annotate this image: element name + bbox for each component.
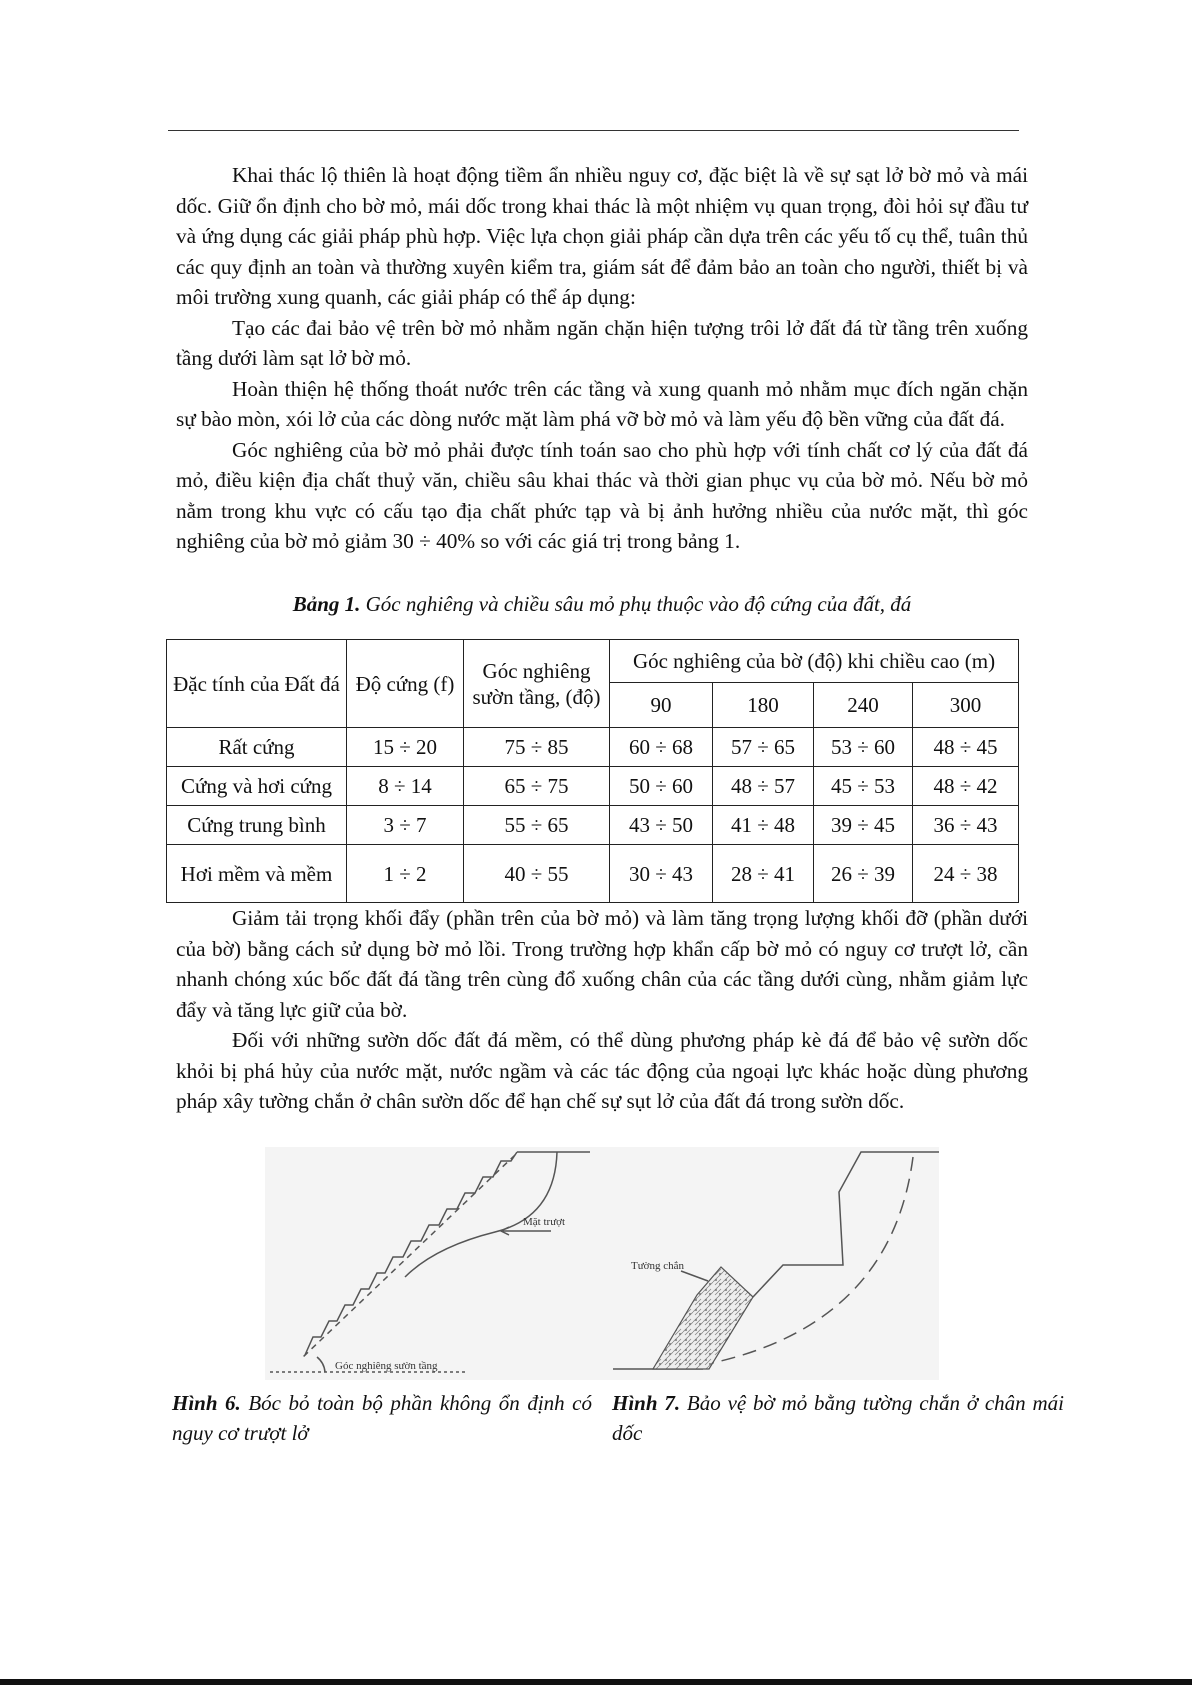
table-cell: 48 ÷ 45 — [913, 728, 1019, 767]
header-rule — [168, 130, 1019, 131]
wall-label-leader — [681, 1271, 708, 1281]
retaining-wall-label: Tường chắn — [631, 1260, 685, 1272]
table-caption-text: Góc nghiêng và chiều sâu mỏ phụ thuộc vào độ cứng của đất, đá — [360, 592, 912, 616]
table-cell: 75 ÷ 85 — [464, 728, 610, 767]
bottom-edge-bar — [0, 1679, 1192, 1685]
paragraph: Hoàn thiện hệ thống thoát nước trên các tầng và xung quanh mỏ nhằm mục đích ngăn chặn sự bào mòn, xói lở của các dòng nước mặt làm phá vỡ bờ mỏ và làm yếu độ bền vững của đất đá. — [176, 376, 1028, 431]
header-cell-slope-group: Góc nghiêng của bờ (độ) khi chiều cao (m) — [610, 640, 1019, 683]
retaining-wall-shape — [653, 1267, 753, 1369]
header-cell-height: 300 — [913, 683, 1019, 728]
paragraph: Khai thác lộ thiên là hoạt động tiềm ẩn nhiều nguy cơ, đặc biệt là về sự sạt lở bờ mỏ và mái dốc. Giữ ổn định cho bờ mỏ, mái dốc trong khai thác là một nhiệm vụ quan trọng, đòi hỏi sự đầu tư và ứng dụng các giải pháp phù hợp. Việc lựa chọn giải pháp cần dựa trên các yếu tố cụ thể, tuân thủ các quy định an toàn và thường xuyên kiểm tra, giám sát để đảm bảo an toàn cho người, thiết bị và môi trường xung quanh, các giải pháp có thể áp dụng: — [176, 163, 1028, 309]
table-cell: 36 ÷ 43 — [913, 806, 1019, 845]
header-cell-height: 240 — [814, 683, 913, 728]
table-cell: 53 ÷ 60 — [814, 728, 913, 767]
table-cell: Rất cứng — [167, 728, 347, 767]
table-cell: 48 ÷ 42 — [913, 767, 1019, 806]
table-cell: Cứng trung bình — [167, 806, 347, 845]
table-cell: Hơi mềm và mềm — [167, 845, 347, 903]
figure-6-svg — [265, 1147, 613, 1380]
table-cell: 50 ÷ 60 — [610, 767, 713, 806]
header-cell-bench-angle: Góc nghiêng sườn tầng, (độ) — [464, 640, 610, 728]
table-cell: 3 ÷ 7 — [347, 806, 464, 845]
paragraph: Đối với những sườn dốc đất đá mềm, có thể dùng phương pháp kè đá để bảo vệ sườn dốc khỏi bị phá hủy của nước mặt, nước ngầm và các tác động của ngoại lực khác hoặc dùng phương pháp xây tường chắn ở chân sườn dốc để hạn chế sự sụt lở của đất đá trong sườn dốc. — [176, 1028, 1028, 1113]
figure-6-caption-label: Hình 6. — [172, 1391, 241, 1415]
slip-arc-dashed — [703, 1157, 913, 1365]
data-table — [166, 639, 1019, 903]
figure-6-caption — [172, 1388, 592, 1448]
table-cell: 39 ÷ 45 — [814, 806, 913, 845]
figure-6-diagram — [265, 1147, 613, 1380]
table-row — [167, 806, 1019, 845]
header-cell-height: 90 — [610, 683, 713, 728]
body-text-bottom — [176, 903, 1028, 1117]
table-cell: 43 ÷ 50 — [610, 806, 713, 845]
table-cell: 40 ÷ 55 — [464, 845, 610, 903]
table-caption — [176, 590, 1028, 618]
body-text-top — [176, 160, 1028, 557]
figure-7-svg — [613, 1147, 939, 1380]
angle-arc — [317, 1357, 325, 1372]
bench-angle-label: Góc nghiêng sườn tầng — [335, 1360, 438, 1372]
slip-surface-label: Mặt trượt — [523, 1216, 566, 1228]
figure-7-caption-label: Hình 7. — [612, 1391, 681, 1415]
header-cell-height: 180 — [713, 683, 814, 728]
figure-7-caption-text: Bảo vệ bờ mỏ bằng tường chắn ở chân mái dốc — [612, 1391, 1065, 1445]
table-cell: 26 ÷ 39 — [814, 845, 913, 903]
figure-7-caption — [612, 1388, 1064, 1448]
overall-slope-dashed — [303, 1155, 515, 1357]
table-cell: 24 ÷ 38 — [913, 845, 1019, 903]
header-cell-hardness: Độ cứng (f) — [347, 640, 464, 728]
table-row — [167, 728, 1019, 767]
table-row — [167, 845, 1019, 903]
figure-7-diagram — [613, 1147, 939, 1380]
slip-surface-curve — [405, 1152, 557, 1277]
table-row — [167, 767, 1019, 806]
table-cell: 65 ÷ 75 — [464, 767, 610, 806]
table-caption-label: Bảng 1. — [292, 592, 361, 616]
table-cell: 48 ÷ 57 — [713, 767, 814, 806]
header-cell-material: Đặc tính của Đất đá — [167, 640, 347, 728]
table-cell: 15 ÷ 20 — [347, 728, 464, 767]
paragraph: Giảm tải trọng khối đẩy (phần trên của bờ mỏ) và làm tăng trọng lượng khối đỡ (phần dưới của bờ) bằng cách sử dụng bờ mỏ lồi. Trong trường hợp khẩn cấp bờ mỏ có nguy cơ trượt lở, cần nhanh chóng xúc bốc đất đá tầng trên cùng đổ xuống chân của các tầng dưới cùng, nhằm giảm lực đẩy và tăng lực giữ của bờ. — [176, 906, 1028, 1022]
paragraph: Góc nghiêng của bờ mỏ phải được tính toán sao cho phù hợp với tính chất cơ lý của đất đá mỏ, điều kiện địa chất thuỷ văn, chiều sâu khai thác và thời gian phục vụ của bờ mỏ. Nếu bờ mỏ nằm trong khu vực có cấu tạo địa chất phức tạp và bị ảnh hưởng nhiều của nước mặt, thì góc nghiêng của bờ mỏ giảm 30 ÷ 40% so với các giá trị trong bảng 1. — [176, 437, 1028, 553]
figure-6-caption-text: Bóc bỏ toàn bộ phần không ổn định có nguy cơ trượt lở — [172, 1391, 592, 1445]
table-cell: 60 ÷ 68 — [610, 728, 713, 767]
table-cell: 30 ÷ 43 — [610, 845, 713, 903]
table-cell: 41 ÷ 48 — [713, 806, 814, 845]
table-cell: 1 ÷ 2 — [347, 845, 464, 903]
table-cell: 8 ÷ 14 — [347, 767, 464, 806]
table-cell: Cứng và hơi cứng — [167, 767, 347, 806]
table-cell: 55 ÷ 65 — [464, 806, 610, 845]
paragraph: Tạo các đai bảo vệ trên bờ mỏ nhằm ngăn chặn hiện tượng trôi lở đất đá từ tầng trên xuống tầng dưới làm sạt lở bờ mỏ. — [176, 315, 1028, 370]
table-cell: 28 ÷ 41 — [713, 845, 814, 903]
table-cell: 57 ÷ 65 — [713, 728, 814, 767]
table-cell: 45 ÷ 53 — [814, 767, 913, 806]
slope-profile — [753, 1152, 939, 1297]
